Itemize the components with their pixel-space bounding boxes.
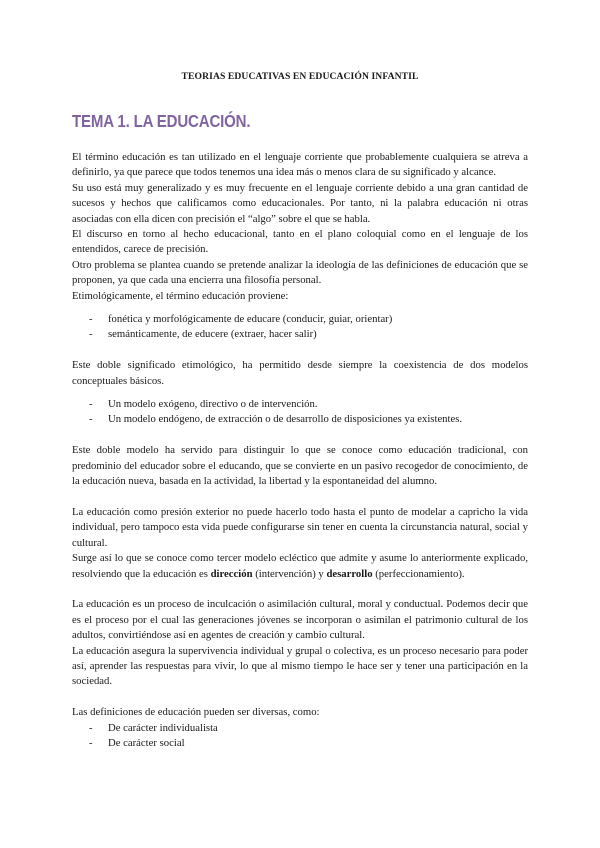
- list-item: - Un modelo exógeno, directivo o de intervención.: [72, 397, 528, 412]
- list-item: - De carácter individualista: [72, 721, 528, 736]
- document-header: TEORIAS EDUCATIVAS EN EDUCACIÓN INFANTIL: [181, 71, 419, 82]
- models-list: [72, 397, 528, 428]
- list-item: - fonética y morfológicamente de educare (conducir, guiar, orientar): [72, 312, 528, 327]
- list-item: - semánticamente, de educere (extraer, hacer salir): [72, 327, 528, 342]
- dash-bullet: -: [89, 413, 93, 426]
- paragraph: Otro problema se plantea cuando se pretende analizar la ideología de las definiciones de educación que se proponen, ya que cada una encierra una filosofía personal.: [72, 258, 528, 287]
- list-item: - De carácter social: [72, 736, 528, 751]
- paragraph: Surge así lo que se conoce como tercer modelo ecléctico que admite y asume lo anteriormente explicado, resolviendo que la educación es dirección (intervención) y desarrollo (perfeccionamiento).: [72, 552, 528, 580]
- paragraph: Las definiciones de educación pueden ser diversas, como:: [72, 706, 320, 719]
- paragraph: Etimológicamente, el término educación proviene:: [72, 289, 289, 302]
- paragraph: La educación como presión exterior no puede hacerlo todo hasta el punto de modelar a capricho la vida individual, pero tampoco esta vida puede configurarse sin tener en cuenta la circunstancia natural, social y cultural.: [72, 505, 528, 549]
- paragraph: La educación asegura la supervivencia individual y grupal o colectiva, es un proceso necesario para poder así, aprender las respuestas para vivir, lo que al mismo tiempo le hace ser y tener una participación en la sociedad.: [72, 644, 528, 688]
- paragraph: Su uso está muy generalizado y es muy frecuente en el lenguaje corriente debido a una gran cantidad de sucesos y hechos que calificamos como educacionales. Por tanto, ni la palabra educación ni otras asociadas con ella dicen con precisión el “algo” sobre el que se habla.: [72, 181, 528, 225]
- bold-term: desarrollo: [326, 567, 373, 580]
- bold-term: dirección: [210, 567, 253, 580]
- paragraph: Este doble modelo ha servido para distinguir lo que se conoce como educación tradicional, con predominio del educador sobre el educando, que se convierte en un pasivo recogedor de conocimiento, de la educación nueva, basada en la actividad, la libertad y la espontaneidad del alumno.: [72, 444, 528, 488]
- dash-bullet: -: [89, 721, 93, 734]
- section-title: TEMA 1. LA EDUCACIÓN.: [72, 111, 251, 131]
- definitions-list: [72, 721, 528, 752]
- paragraph: Este doble significado etimológico, ha permitido desde siempre la coexistencia de dos modelos conceptuales básicos.: [72, 359, 528, 387]
- body-text: [72, 150, 528, 751]
- dash-bullet: -: [89, 328, 93, 341]
- list-item: - Un modelo endógeno, de extracción o de desarrollo de disposiciones ya existentes.: [72, 412, 528, 427]
- paragraph: El discurso en torno al hecho educacional, tanto en el plano coloquial como en el lenguaje de los entendidos, carece de precisión.: [72, 228, 528, 256]
- paragraph: El término educación es tan utilizado en el lenguaje corriente que probablemente cualquiera se atreva a definirlo, ya que parece que todos tenemos una idea más o menos clara de su significado y alcance.: [72, 151, 528, 179]
- dash-bullet: -: [89, 313, 93, 326]
- etymology-list: [72, 312, 528, 343]
- dash-bullet: -: [89, 736, 93, 749]
- paragraph: La educación es un proceso de inculcación o asimilación cultural, moral y conductual. Podemos decir que es el proceso por el cual las generaciones jóvenes se incorporan o asimilan el patrimonio cultural de los adultos, convirtiéndose así en agentes de creación y cambio cultural.: [72, 598, 528, 642]
- dash-bullet: -: [89, 398, 93, 411]
